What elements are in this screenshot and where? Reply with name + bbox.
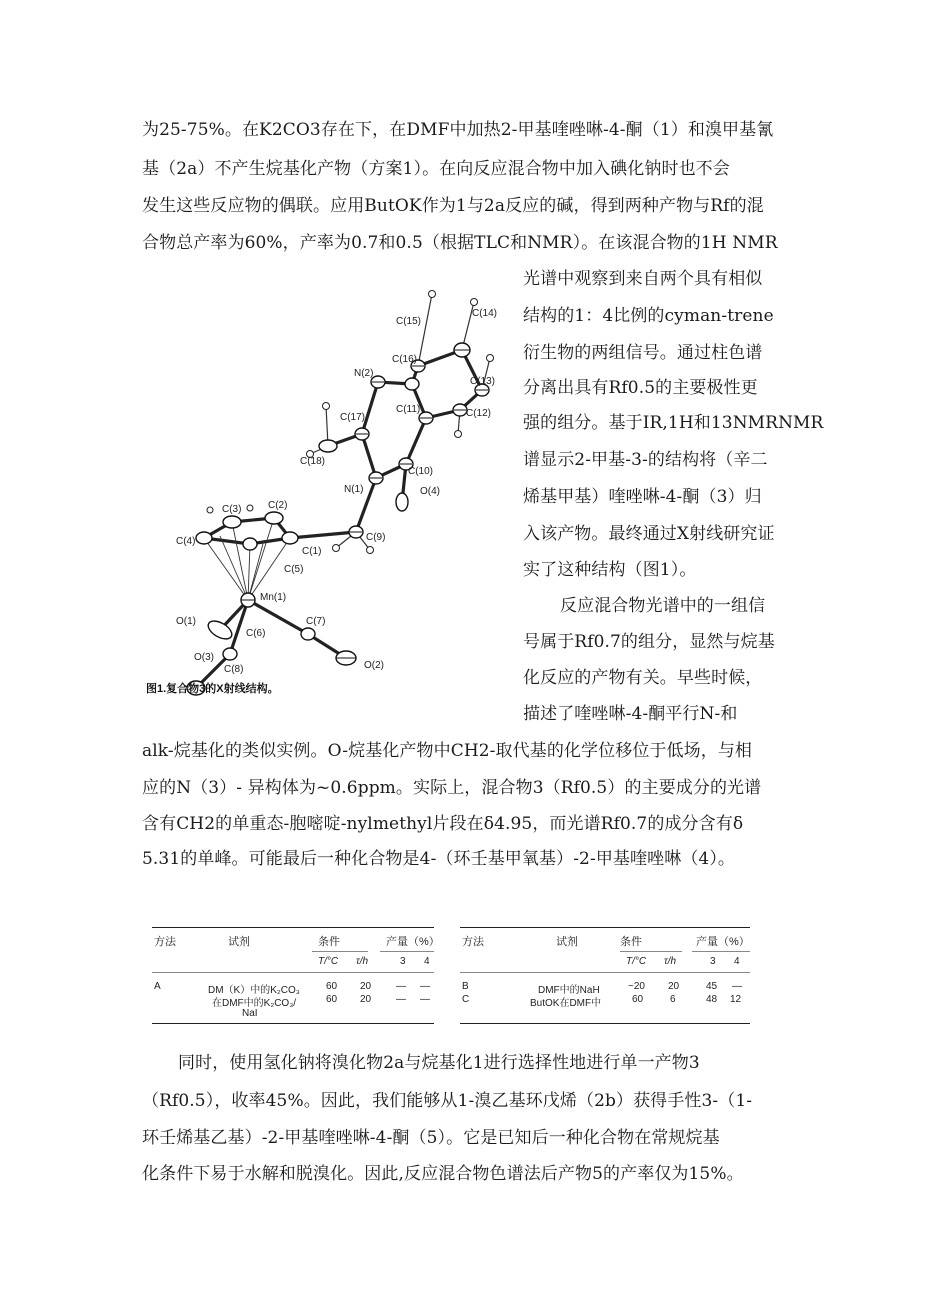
cell-time: 6 xyxy=(670,994,676,1005)
cell-method: C xyxy=(462,994,470,1005)
text-line: 为25-75%。在K2CO3存在下，在DMF中加热2-甲基喹唑啉-4-酮（1）和溴甲基氰 xyxy=(142,120,774,140)
col-header-reagent: 试剂 xyxy=(228,936,250,948)
text-line: 反应混合物光谱中的一组信 xyxy=(560,596,766,616)
atom-label: C(11) xyxy=(396,404,421,415)
text-line: 光谱中观察到来自两个具有相似 xyxy=(523,269,763,289)
subheader-temp: T/°C xyxy=(318,956,339,967)
cell-time: 20 xyxy=(360,981,372,992)
text-line: 同时，使用氢化钠将溴化物2a与烷基化1进行选择性地进行单一产物3 xyxy=(178,1053,700,1073)
atom-label: C(16) xyxy=(392,354,418,365)
text-line: 结构的1：4比例的cyman-trene xyxy=(523,306,774,326)
atom-label: Mn(1) xyxy=(260,592,287,603)
subheader-product3: 3 xyxy=(710,956,716,967)
cell-method: A xyxy=(154,981,161,992)
xray-structure-figure xyxy=(140,278,520,706)
cell-yield4: — xyxy=(732,981,742,992)
atom-label: C(8) xyxy=(224,664,244,675)
cell-reagent: DMF中的NaH xyxy=(538,985,600,996)
atom-label: C(3) xyxy=(222,504,242,515)
cell-temp: ~20 xyxy=(628,981,645,992)
text-line: 环壬烯基乙基）-2-甲基喹唑啉-4-酮（5）。它是已知后一种化合物在常规烷基 xyxy=(142,1128,720,1148)
atom-label: O(2) xyxy=(364,660,384,671)
text-line: alk-烷基化的类似实例。O-烷基化产物中CH2-取代基的化学位移位于低场，与相 xyxy=(142,741,753,761)
atom-label: O(1) xyxy=(176,616,196,627)
cell-time: 20 xyxy=(360,994,372,1005)
col-header-method: 方法 xyxy=(154,936,176,948)
atom-label: C(2) xyxy=(268,500,288,511)
atom-label: C(7) xyxy=(306,616,326,627)
cell-yield3: — xyxy=(396,981,406,992)
text-line: 号属于Rf0.7的组分，显然与烷基 xyxy=(523,632,775,652)
text-line: 强的组分。基于IR,1H和13NMRNMR xyxy=(523,413,824,433)
subheader-product4: 4 xyxy=(734,956,740,967)
subheader-product3: 3 xyxy=(400,956,406,967)
atom-label: C(4) xyxy=(176,536,196,547)
text-line: 5.31的单峰。可能最后一种化合物是4-（环壬基甲氧基）-2-甲基喹唑啉（4）。 xyxy=(142,849,736,869)
col-header-yield: 产量（%） xyxy=(386,936,440,948)
atom-label: C(10) xyxy=(408,466,434,477)
cell-yield4: — xyxy=(420,981,430,992)
cell-reagent: 在DMF中的K₂CO₃/ xyxy=(212,998,297,1009)
text-line: 化反应的产物有关。早些时候， xyxy=(523,668,763,688)
cell-reagent: DM（K）中的K₂CO₃ xyxy=(208,985,300,996)
col-header-condition: 条件 xyxy=(318,936,340,948)
text-line: 分离出具有Rf0.5的主要极性更 xyxy=(523,378,758,398)
text-line: 基（2a）不产生烷基化产物（方案1）。在向反应混合物中加入碘化钠时也不会 xyxy=(142,159,730,179)
atom-label: N(2) xyxy=(354,368,374,379)
cell-yield4: 12 xyxy=(730,994,742,1005)
atom-label: C(18) xyxy=(300,456,326,467)
conditions-table-right xyxy=(460,927,750,1027)
figure-caption: 图1.复合物3的X射线结构。 xyxy=(146,683,279,695)
text-line: 谱显示2-甲基-3-的结构将（辛二 xyxy=(523,450,768,470)
text-line: 烯基甲基）喹唑啉-4-酮（3）归 xyxy=(523,487,762,507)
atom-label: O(4) xyxy=(420,486,440,497)
cell-temp: 60 xyxy=(326,994,338,1005)
col-header-reagent: 试剂 xyxy=(556,936,578,948)
conditions-table-left xyxy=(152,927,440,1027)
text-line: 合物总产率为60%，产率为0.7和0.5（根据TLC和NMR）。在该混合物的1H NMR xyxy=(142,233,778,253)
cell-reagent-continued: NaI xyxy=(242,1008,258,1019)
atom-label: C(5) xyxy=(284,564,304,575)
atom-label: O(3) xyxy=(194,652,214,663)
cell-time: 20 xyxy=(668,981,680,992)
cell-temp: 60 xyxy=(326,981,338,992)
col-header-method: 方法 xyxy=(462,936,484,948)
cell-method: B xyxy=(462,981,469,992)
text-line: 衍生物的两组信号。通过柱色谱 xyxy=(523,343,763,363)
atom-label: C(12) xyxy=(466,408,492,419)
atom-label: C(14) xyxy=(472,308,498,319)
col-header-yield: 产量（%） xyxy=(696,936,750,948)
atom-label: C(6) xyxy=(246,628,266,639)
text-line: 实了这种结构（图1）。 xyxy=(523,560,697,580)
cell-reagent: ButOK在DMF中 xyxy=(530,998,602,1009)
text-line: 描述了喹唑啉-4-酮平行N-和 xyxy=(523,704,738,724)
text-line: 化条件下易于水解和脱溴化。因此,反应混合物色谱法后产物5的产率仅为15%。 xyxy=(142,1164,744,1184)
cell-yield3: 48 xyxy=(706,994,718,1005)
text-line: （Rf0.5），收率45%。因此，我们能够从1-溴乙基环戊烯（2b）获得手性3-（1- xyxy=(142,1091,753,1111)
atom-label: C(17) xyxy=(340,412,366,423)
cell-yield4: — xyxy=(420,994,430,1005)
cell-yield3: — xyxy=(396,994,406,1005)
subheader-time: τ/h xyxy=(664,956,677,967)
col-header-condition: 条件 xyxy=(620,936,642,948)
cell-temp: 60 xyxy=(632,994,644,1005)
subheader-temp: T/°C xyxy=(626,956,647,967)
atom-label: C(1) xyxy=(302,546,322,557)
atom-label: C(9) xyxy=(366,532,386,543)
subheader-time: τ/h xyxy=(356,956,369,967)
text-line: 含有CH2的单重态-胞嘧啶-nylmethyl片段在δ4.95，而光谱Rf0.7的成分含有δ xyxy=(142,814,744,834)
text-line: 发生这些反应物的偶联。应用ButOK作为1与2a反应的碱，得到两种产物与Rf的混 xyxy=(142,196,764,216)
text-line: 入该产物。最终通过X射线研究证 xyxy=(523,524,775,544)
cell-yield3: 45 xyxy=(706,981,718,992)
subheader-product4: 4 xyxy=(424,956,430,967)
atom-label: C(15) xyxy=(396,316,422,327)
text-line: 应的N（3）- 异构体为~0.6ppm。实际上，混合物3（Rf0.5）的主要成分的光谱 xyxy=(142,778,762,798)
atom-label: C(13) xyxy=(470,376,496,387)
atom-label: N(1) xyxy=(344,484,364,495)
